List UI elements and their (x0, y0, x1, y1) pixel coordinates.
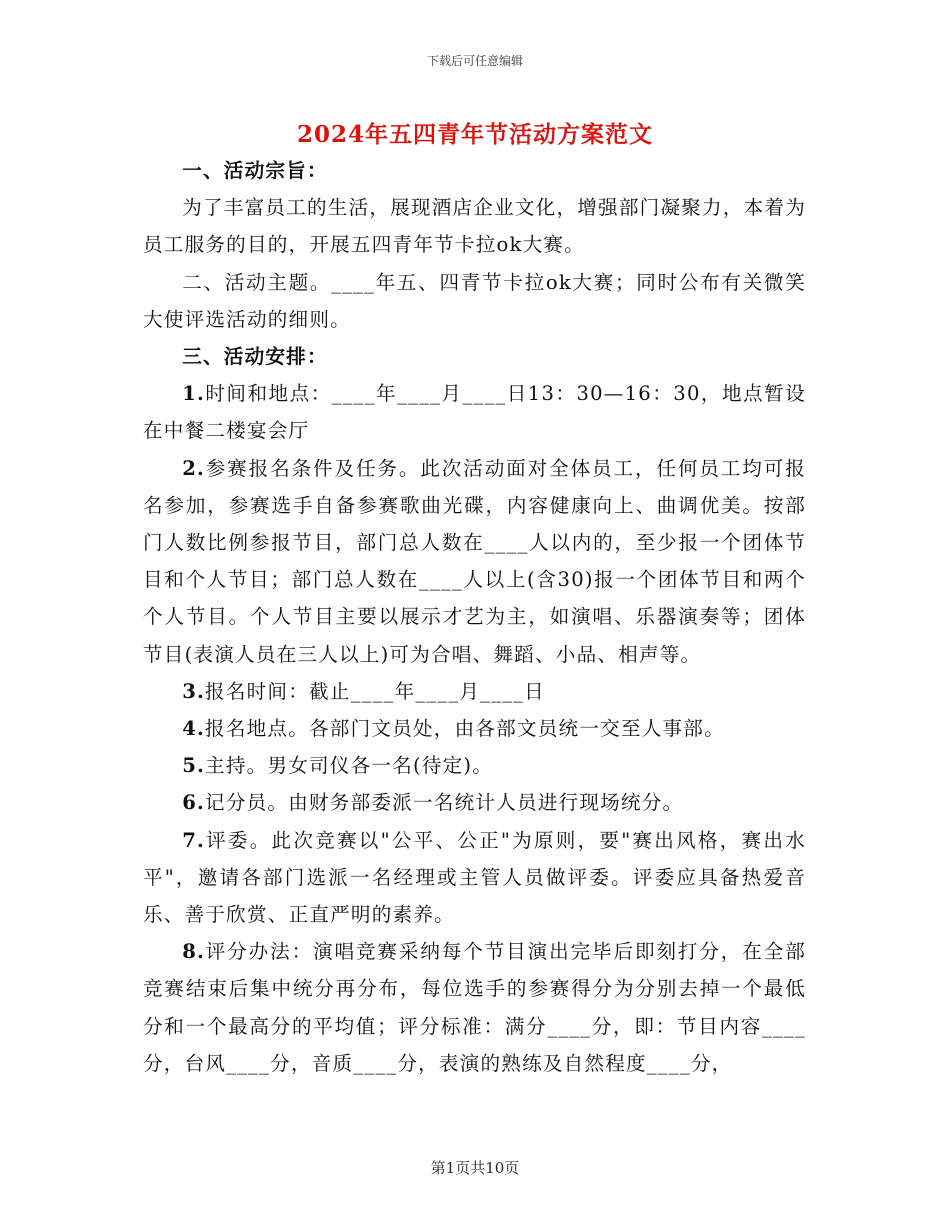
list-item-judges (143, 822, 806, 934)
item-text: 主持。男女司仪各一名(待定)。 (205, 754, 494, 778)
item-number: 2. (182, 456, 206, 480)
list-item-host (143, 747, 806, 784)
document-title: 2024年五四青年节活动方案范文 (296, 121, 653, 148)
item-number: 6. (182, 791, 206, 815)
item-number: 7. (182, 828, 206, 852)
item-number: 4. (182, 717, 206, 741)
list-item-scorekeeper (143, 784, 806, 821)
item-number: 8. (182, 940, 206, 964)
paragraph-purpose: 为了丰富员工的生活，展现酒店企业文化，增强部门凝聚力，本着为员工服务的目的，开展五四青年节卡拉ok大赛。 (143, 196, 806, 257)
item-text: 评委。此次竞赛以"公平、公正"为原则，要"赛出风格，赛出水平"，邀请各部门选派一名经理或主管人员做评委。评委应具备热爱音乐、善于欣赏、正直严明的素养。 (143, 828, 806, 927)
list-item-signup-time (143, 673, 806, 710)
list-item-scoring (143, 933, 806, 1082)
section-heading-purpose: 一、活动宗旨： (182, 159, 328, 182)
item-number: 5. (182, 754, 206, 778)
paragraph-theme: 二、活动主题。____年五、四青节卡拉ok大赛；同时公布有关微笑大使评选活动的细则。 (143, 270, 806, 331)
item-number: 1. (182, 382, 206, 406)
section-heading-arrangement: 三、活动安排： (182, 345, 328, 369)
list-item-entry-conditions (143, 450, 806, 673)
item-text: 报名时间：截止____年____月____日 (205, 679, 545, 703)
item-text: 时间和地点：____年____月____日13：30—16：30，地点暂设在中餐二楼宴会厅 (143, 382, 806, 443)
list-item-time-place (143, 375, 806, 449)
item-text: 记分员。由财务部委派一名统计人员进行现场统分。 (205, 791, 684, 815)
page-number-footer: 第1页共10页 (430, 1159, 520, 1177)
item-number: 3. (182, 679, 206, 703)
page-header-note: 下载后可任意编辑 (426, 54, 523, 68)
item-text: 评分办法：演唱竞赛采纳每个节目演出完毕后即刻打分，在全部竞赛结束后集中统分再分布，每位选手的参赛得分为分别去掉一个最低分和一个最高分的平均值；评分标准：满分____分，即：节目内容____分，台风____分，音质____分，表演的熟练及自然程度____分， (143, 940, 806, 1075)
item-text: 参赛报名条件及任务。此次活动面对全体员工，任何员工均可报名参加，参赛选手自备参赛歌曲光碟，内容健康向上、曲调优美。按部门人数比例参报节目，部门总人数在____人以内的，至少报一个团体节目和个人节目；部门总人数在____人以上(含30)报一个团体节目和两个个人节目。个人节目主要以展示才艺为主，如演唱、乐器演奏等；团体节目(表演人员在三人以上)可为合唱、舞蹈、小品、相声等。 (143, 456, 806, 666)
item-text: 报名地点。各部门文员处，由各部文员统一交至人事部。 (205, 717, 725, 741)
document-body (143, 152, 806, 1082)
list-item-signup-place (143, 710, 806, 747)
